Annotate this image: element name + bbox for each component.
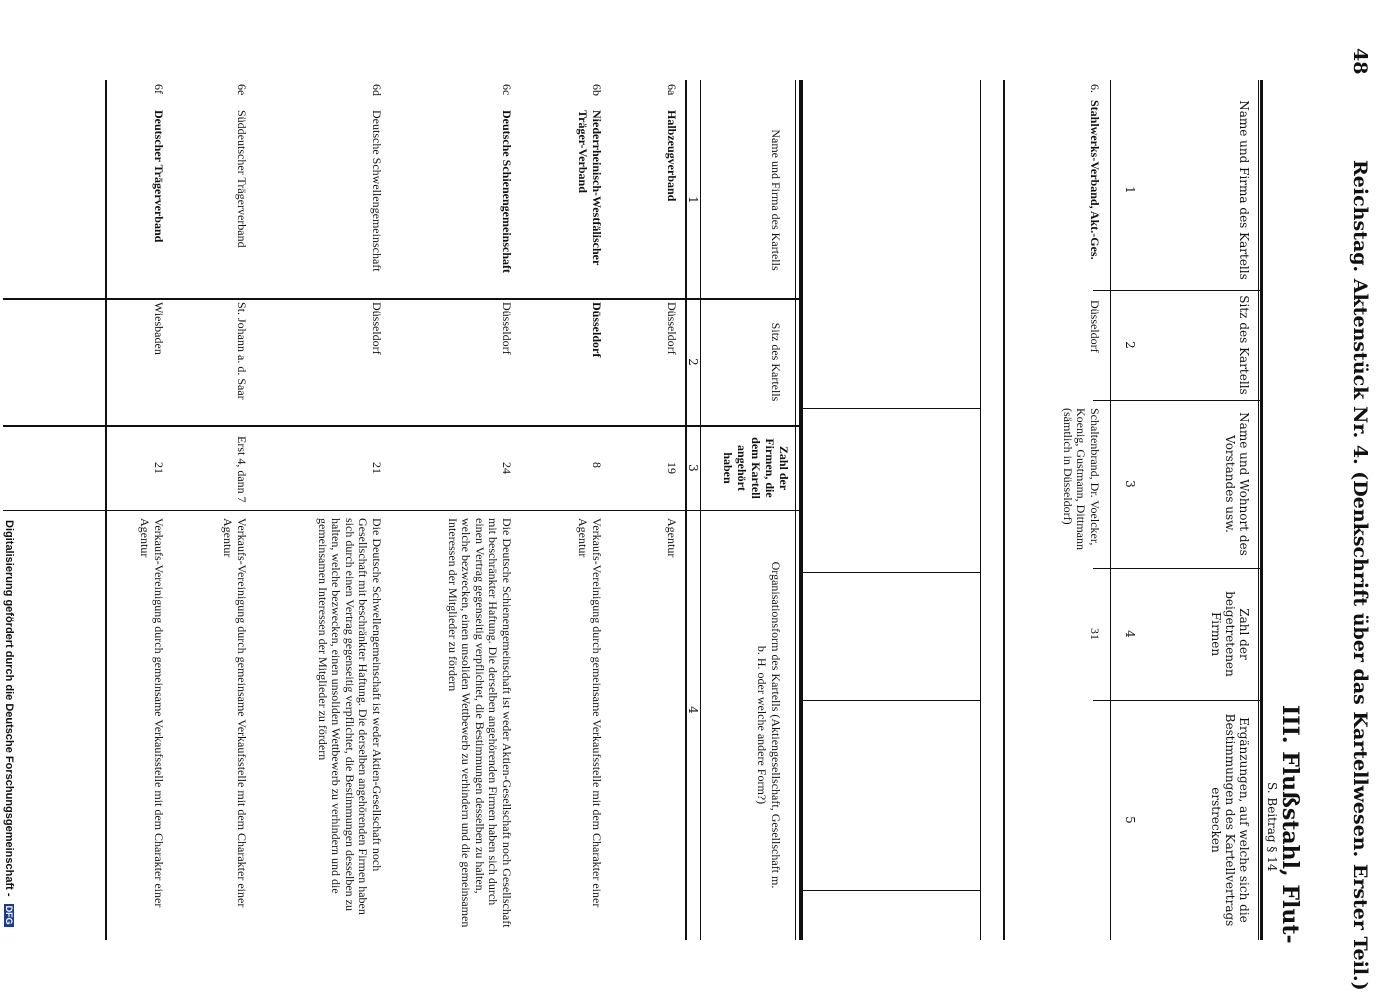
footer-text: Digitalisierung gefördert durch die Deutsche Forschungsgemeinschaft - (3, 520, 15, 897)
bottom-header-name: Name und Firma des Kartells (769, 129, 783, 271)
top-header-name: Name und Firma des Kartells (1237, 100, 1251, 280)
top-colnum-2: 2 (1123, 341, 1137, 349)
bottom-colnum-1: 1 (686, 196, 700, 204)
bottom-colnum-2: 2 (686, 358, 700, 366)
top-header-firmen: Zahl der beigetretenen Firmen (1209, 591, 1251, 677)
row-6e-name: Süddeutscher Trägerverband (235, 110, 249, 248)
top-row-firmen: 31 (1088, 628, 1102, 640)
row-6d-zahl: 21 (370, 462, 384, 474)
row-6a-num: 6a (665, 84, 679, 96)
row-6d-sitz: Düsseldorf (370, 302, 384, 355)
page-number: 48 (1349, 48, 1371, 75)
top-header-vorstand: Name und Wohnort des Vorstandes usw. (1223, 412, 1251, 556)
row-6f-zahl: 21 (152, 462, 166, 474)
row-6c-num: 6c (500, 84, 514, 96)
top-header-sitz: Sitz des Kartells (1237, 295, 1251, 395)
top-colnum-5: 5 (1123, 816, 1137, 824)
top-colnum-3: 3 (1123, 480, 1137, 488)
top-colnum-4: 4 (1123, 630, 1137, 638)
row-6c-sitz: Düsseldorf (500, 302, 514, 355)
section-title: III. Flußstahl, Flut- (1277, 705, 1303, 944)
digitization-footer (3, 520, 15, 927)
top-row-name: Stahlwerks-Verband, Akt.-Ges. (1088, 100, 1102, 260)
row-6a-name: Halbzeugverband (665, 110, 679, 202)
row-6c-form: Die Deutsche Schienengemeinschaft ist weder Aktien-Gesellschaft noch Gesellschaft mit beschränkter Haftung. Die derselben angehörenden Firmen haben sich durch einen Vertrag gegenseitig verpflichtet, die Bestimmungen desselben zu halten, welche bezwecken, einen unsoliden Wettbewerb zu verhindern und die gemeinsamen Interessen der Mitglieder zu fördern (446, 518, 514, 928)
top-row-vorstand: Schaltenbrand, Dr. Voelcker, Koenig, Gustmann, Dittmann (sämtlich in Düsseldorf) (1061, 408, 1102, 550)
row-6b-sitz: Düsseldorf (590, 302, 604, 358)
bottom-header-form: Organisationsform des Kartells (Aktiengesellschaft, Gesellschaft m. b. H. oder welche andere Form?) (755, 561, 783, 889)
top-colnum-1: 1 (1123, 186, 1137, 194)
row-6e-sitz: St. Johann a. d. Saar (235, 302, 249, 400)
row-6c-name: Deutsche Schienengemeinschaft (500, 110, 514, 273)
bottom-colnum-4: 4 (686, 706, 700, 714)
row-6d-num: 6d (370, 84, 384, 96)
row-6d-form: Die Deutsche Schwellengemeinschaft ist weder Aktien-Gesellschaft noch Gesellschaft mit beschränkter Haftung. Die derselben angehörenden Firmen haben sich durch einen Vertrag gegenseitig verpflichtet, die Bestimmungen desselben zu halten, welche bezwecken, einen unsoliden Wettbewerb zu verhindern und die gemeinsamen Interessen der Mitglieder zu fördern (316, 518, 384, 915)
row-6f-name: Deutscher Trägerverband (152, 110, 166, 243)
bottom-header-sitz: Sitz des Kartells (769, 322, 783, 402)
row-6c-zahl: 24 (500, 462, 514, 474)
dfg-logo: DFG (4, 905, 14, 925)
top-header-ergaenzungen: Ergänzungen, auf welche sich die Bestimmungen des Kartellvertrags erstrecken (1209, 713, 1251, 927)
top-row-sitz: Düsseldorf (1088, 300, 1102, 353)
top-row-num: 6. (1088, 84, 1102, 93)
row-6a-sitz: Düsseldorf (665, 302, 679, 355)
row-6e-num: 6e (235, 84, 249, 96)
row-6a-zahl: 19 (665, 462, 679, 474)
row-6b-zahl: 8 (590, 462, 604, 468)
bottom-colnum-3: 3 (686, 464, 700, 472)
row-6a-form: Agentur (665, 518, 679, 558)
row-6e-form: Verkaufs-Vereinigung durch gemeinsame Verkaufsstelle mit dem Charakter einer Agentur (221, 518, 249, 908)
row-6f-form: Verkaufs-Vereinigung durch gemeinsame Verkaufsstelle mit dem Charakter einer Agentur (138, 518, 166, 908)
row-6b-name: Niederrheinisch-Westfälischer Träger-Verband (576, 110, 604, 266)
running-head: Reichstag. Aktenstück Nr. 4. (Denkschrift über das Kartellwesen. Erster Teil.) (1349, 160, 1371, 991)
row-6f-num: 6f (152, 84, 166, 94)
row-6b-num: 6b (590, 84, 604, 96)
bottom-header-zahl: Zahl der Firmen, die dem Kartell angehört haben (721, 437, 791, 499)
row-6e-zahl: Erst 4, dann 7 (235, 436, 249, 503)
row-6b-form: Verkaufs-Vereinigung durch gemeinsame Verkaufsstelle mit dem Charakter einer Agentur (576, 518, 604, 908)
row-6f-sitz: Wiesbaden (152, 302, 166, 355)
row-6d-name: Deutsche Schwellengemeinschaft (370, 110, 384, 272)
section-subtitle: S. Beitrag § 14 (1265, 782, 1279, 872)
